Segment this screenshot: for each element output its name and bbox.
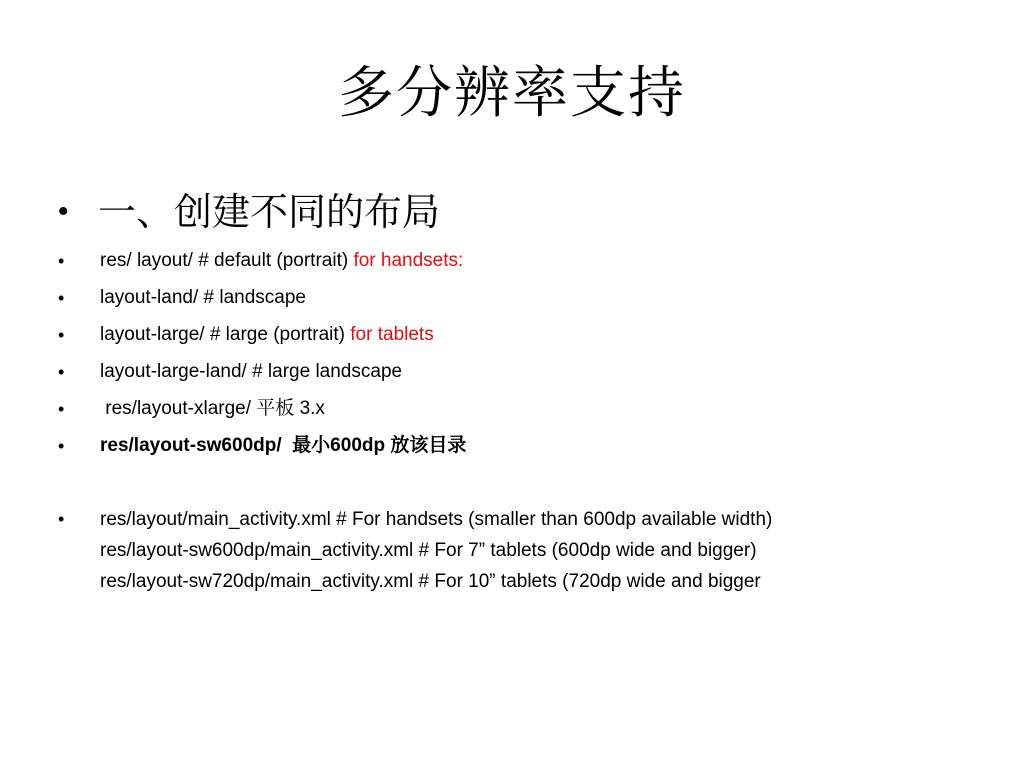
bullet-icon: • bbox=[58, 509, 65, 529]
list-item-text: res/layout-sw600dp/ 最小600dp 放该目录 bbox=[100, 435, 467, 456]
list-item-multiline bbox=[58, 504, 772, 597]
code-path-line: res/layout-sw600dp/main_activity.xml # For 7” tablets (600dp wide and bigger) bbox=[100, 540, 757, 561]
code-path-line: res/layout-sw720dp/main_activity.xml # For 10” tablets (720dp wide and bigger bbox=[100, 571, 761, 592]
section-heading: 一、创建不同的布局 bbox=[98, 190, 441, 234]
list-item-text: layout-land/ # landscape bbox=[100, 287, 306, 308]
list-item bbox=[58, 396, 325, 422]
list-item-highlight: for handsets: bbox=[353, 250, 464, 271]
list-item-text bbox=[100, 248, 463, 274]
list-item-label: layout-large/ # large (portrait) bbox=[100, 324, 351, 345]
list-item bbox=[58, 433, 466, 459]
heading-bullet-item bbox=[58, 190, 440, 234]
list-item-text: res/layout-xlarge/ 平板 3.x bbox=[100, 398, 325, 419]
list-item bbox=[58, 322, 434, 348]
list-item bbox=[58, 285, 306, 311]
list-item-text bbox=[100, 322, 434, 348]
bullet-icon: • bbox=[58, 195, 69, 228]
list-item bbox=[58, 248, 463, 274]
bullet-icon: • bbox=[58, 288, 65, 308]
list-item-text: layout-large-land/ # large landscape bbox=[100, 361, 403, 382]
slide-title: 多分辨率支持 bbox=[338, 61, 686, 126]
bullet-icon: • bbox=[58, 362, 65, 382]
list-item-label: res/ layout/ # default (portrait) bbox=[100, 250, 354, 271]
bullet-icon: • bbox=[58, 325, 65, 345]
bullet-icon: • bbox=[58, 251, 65, 271]
code-path-line: res/layout/main_activity.xml # For handsets (smaller than 600dp available width) bbox=[100, 509, 773, 530]
code-path-block bbox=[100, 504, 772, 597]
list-item bbox=[58, 359, 402, 385]
bullet-icon: • bbox=[58, 436, 65, 456]
list-item-highlight: for tablets bbox=[350, 324, 434, 345]
bullet-icon: • bbox=[58, 399, 65, 419]
